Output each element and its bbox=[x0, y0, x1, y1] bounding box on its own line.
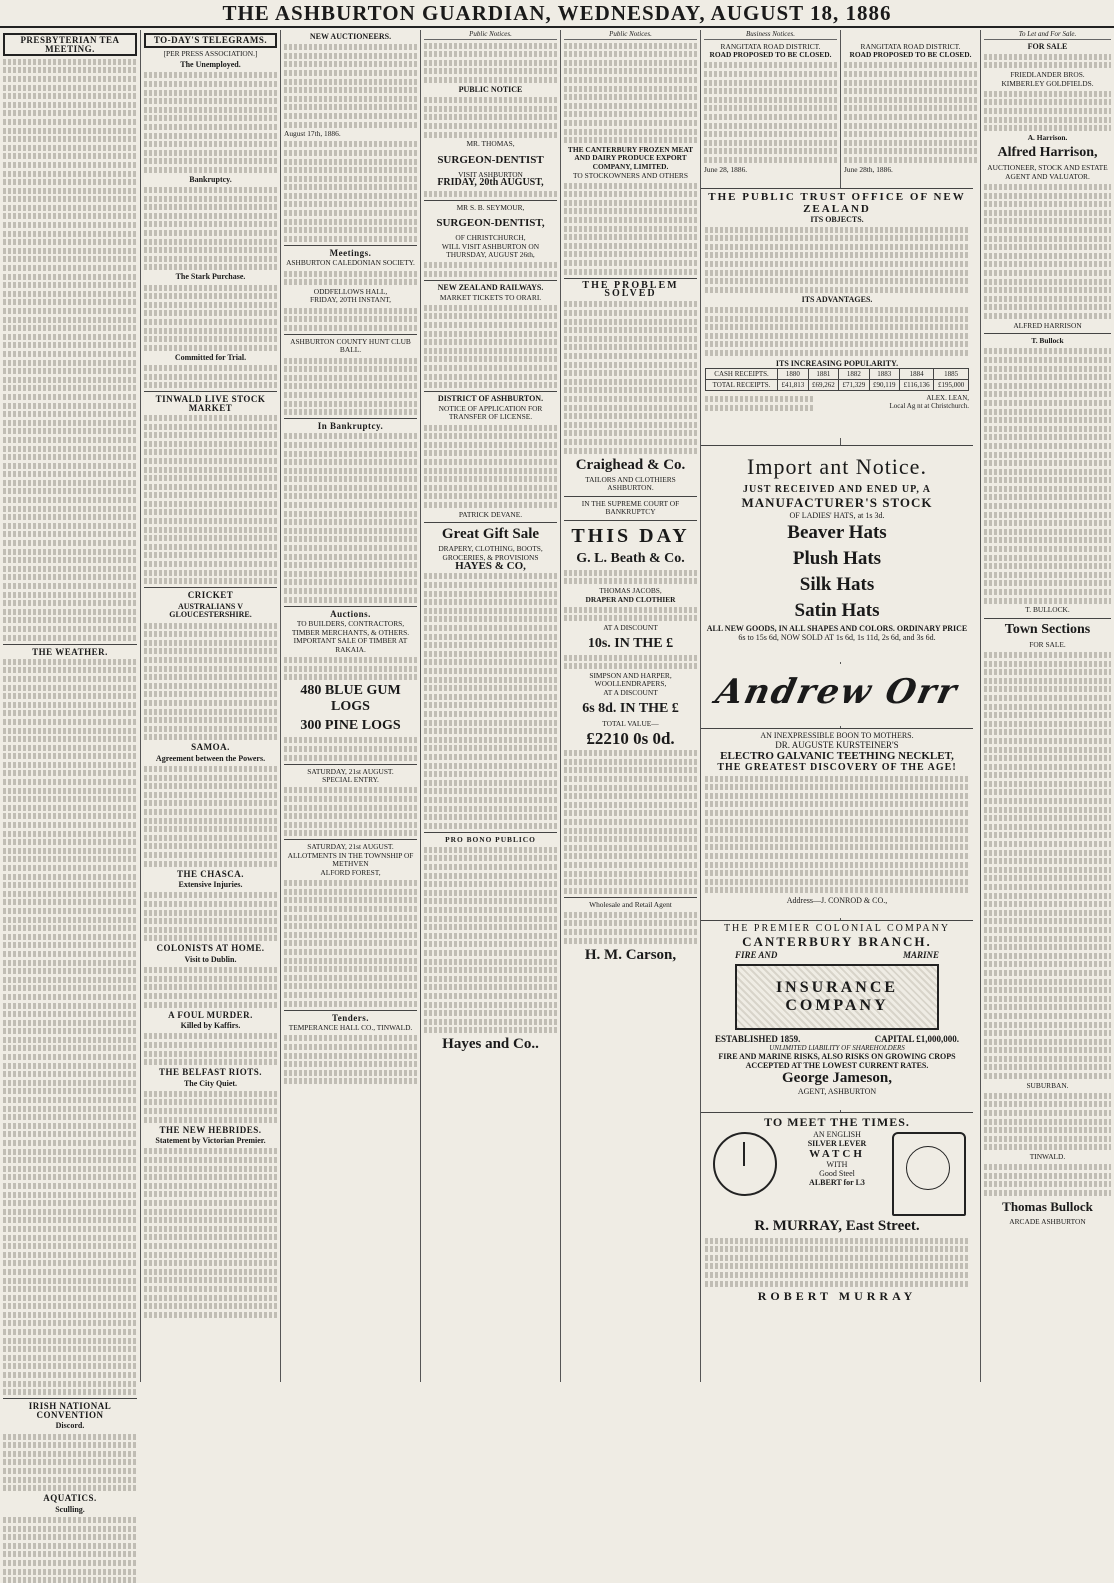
byline: [PER PRESS ASSOCIATION.] bbox=[163, 48, 258, 58]
listing-subtitle: TINWALD. bbox=[1029, 1152, 1066, 1161]
agent-signature: T. BULLOCK. bbox=[1025, 605, 1070, 615]
advert-line: FIRE AND MARINE RISKS, ALSO RISKS ON GROWING CROPS ACCEPTED AT THE LOWEST CURRENT RATES. bbox=[718, 1052, 956, 1070]
article-text bbox=[144, 1148, 277, 1317]
district-name: RANGITATA ROAD DISTRICT. bbox=[860, 41, 961, 51]
clock-icon bbox=[892, 1132, 966, 1216]
firm-name: Craighead & Co. bbox=[575, 456, 686, 473]
notice-heading: PRO BONO PUBLICO bbox=[445, 834, 536, 844]
notice-subheading: TO STOCKOWNERS AND OTHERS bbox=[573, 170, 688, 180]
notice-text bbox=[984, 348, 1111, 603]
notice-text bbox=[424, 262, 557, 277]
advert-line: UNLIMITED LIABILITY OF SHAREHOLDERS bbox=[769, 1044, 905, 1052]
notice-line: MANUFACTURER'S STOCK bbox=[741, 495, 933, 510]
advert-line: AN ENGLISH bbox=[813, 1130, 861, 1139]
advert-address: Address—J. CONROD & CO., bbox=[786, 895, 888, 905]
notice-text bbox=[424, 847, 557, 1033]
hat-item: Beaver Hats bbox=[787, 522, 887, 543]
article-text bbox=[144, 766, 277, 867]
firm-name: Hayes and Co.. bbox=[442, 1036, 539, 1053]
headline: THE WEATHER. bbox=[32, 646, 108, 657]
subheading: Visit to Dublin. bbox=[184, 954, 237, 964]
auctioneer-title: AUCTIONEER, STOCK AND ESTATE AGENT AND VALUATOR. bbox=[987, 163, 1108, 181]
table-header: 1885 bbox=[934, 368, 969, 379]
logo-left: FIRE AND bbox=[735, 950, 778, 960]
notice-text bbox=[284, 1035, 417, 1084]
agent-name: H. M. Carson, bbox=[584, 946, 677, 963]
notice-text bbox=[984, 54, 1111, 69]
section-title: Town Sections bbox=[1004, 621, 1091, 637]
notice-heading: ROAD PROPOSED TO BE CLOSED. bbox=[709, 50, 832, 60]
table-cell: £69,262 bbox=[808, 379, 839, 390]
section-heading: Auctions. bbox=[330, 608, 371, 619]
article-text bbox=[3, 1434, 137, 1492]
agent-role: Wholesale and Retail Agent bbox=[589, 899, 672, 909]
dentist-origin: OF CHRISTCHURCH, bbox=[455, 233, 526, 243]
watch-icon bbox=[713, 1132, 777, 1196]
dentist-date: WILL VISIT ASHBURTON ON THURSDAY, AUGUST 26th, bbox=[441, 241, 540, 260]
notice-text bbox=[284, 271, 417, 286]
table-header: CASH RECEIPTS. bbox=[706, 368, 778, 379]
article-text bbox=[3, 1517, 137, 1583]
notice-text bbox=[284, 141, 417, 242]
discount-value: 6s 8d. IN THE £ bbox=[582, 700, 679, 716]
article-text bbox=[144, 892, 277, 941]
insurance-advert bbox=[701, 920, 973, 1110]
column-heading: Business Notices. bbox=[704, 30, 837, 40]
advert-text bbox=[705, 776, 969, 894]
table-cell: TOTAL RECEIPTS. bbox=[706, 379, 778, 390]
table-header: 1884 bbox=[899, 368, 933, 379]
notice-text bbox=[984, 91, 1111, 131]
notice-text bbox=[564, 301, 697, 453]
this-day-banner: THIS DAY bbox=[571, 524, 690, 547]
headline: TO-DAY'S TELEGRAMS. bbox=[144, 33, 277, 48]
auction-lot: 480 BLUE GUM LOGS bbox=[300, 683, 401, 715]
murray-advert bbox=[701, 1112, 973, 1384]
column-heading: Public Notices. bbox=[424, 30, 557, 40]
table-header: 1880 bbox=[778, 368, 809, 379]
table-cell: £90,119 bbox=[869, 379, 899, 390]
agent-address: ARCADE ASHBURTON bbox=[1009, 1216, 1086, 1226]
headline: IRISH NATIONAL CONVENTION bbox=[28, 1401, 112, 1420]
firm-town: ASHBURTON. bbox=[607, 483, 654, 493]
discount-label: AT A DISCOUNT bbox=[603, 688, 658, 697]
signature-block bbox=[701, 664, 973, 726]
headline: CRICKET bbox=[187, 590, 234, 601]
notice-heading: NEW ZEALAND RAILWAYS. bbox=[437, 283, 544, 293]
capital: CAPITAL £1,000,000. bbox=[874, 1034, 959, 1044]
notice-text bbox=[564, 183, 697, 275]
subheading: Killed by Kaffirs. bbox=[180, 1021, 241, 1031]
discount-label: AT A DISCOUNT bbox=[603, 623, 658, 633]
notice-date: August 17th, 1886. bbox=[284, 129, 341, 139]
advert-title: CANTERBURY BRANCH. bbox=[742, 934, 932, 949]
article-text bbox=[144, 285, 277, 351]
hat-item: Plush Hats bbox=[792, 548, 882, 569]
subheading: The Unemployed. bbox=[180, 60, 241, 70]
auction-subtitle: SPECIAL ENTRY. bbox=[322, 775, 379, 785]
court-heading: IN THE SUPREME COURT OF bbox=[581, 498, 680, 508]
notice-text bbox=[284, 657, 417, 680]
headline: AQUATICS. bbox=[43, 1493, 97, 1504]
important-notice bbox=[701, 445, 973, 662]
column-8 bbox=[980, 30, 1114, 1382]
notice-text bbox=[424, 573, 557, 828]
merchant-signature: ROBERT MURRAY bbox=[757, 1289, 917, 1304]
dentist-visit: VISIT ASHBURTON bbox=[458, 169, 523, 179]
section-heading: Meetings. bbox=[329, 247, 372, 258]
receipts-table bbox=[705, 368, 969, 391]
subheading: AUSTRALIANS V GLOUCESTERSHIRE. bbox=[169, 601, 252, 620]
total-value: £2210 0s 0d. bbox=[586, 729, 675, 749]
article-text bbox=[144, 415, 277, 584]
advert-line: ALBERT for L3 bbox=[809, 1178, 865, 1187]
column-2 bbox=[140, 30, 280, 1382]
listing-text bbox=[984, 1164, 1111, 1196]
table-header: 1883 bbox=[869, 368, 899, 379]
column-heading: To Let and For Sale. bbox=[984, 30, 1111, 40]
notice-subheading: ITS OBJECTS. bbox=[810, 215, 864, 224]
masthead: THE ASHBURTON GUARDIAN, WEDNESDAY, AUGUST 18, 1886 bbox=[0, 0, 1114, 28]
hat-item: Satin Hats bbox=[794, 600, 880, 621]
merchant-name: R. MURRAY, East Street. bbox=[754, 1218, 920, 1234]
table-header: 1881 bbox=[808, 368, 839, 379]
subheading: The City Quiet. bbox=[183, 1078, 238, 1088]
listing-text bbox=[984, 652, 1111, 1079]
estate-trade: WOOLLENDRAPERS, bbox=[594, 679, 667, 689]
table-cell: £71,329 bbox=[839, 379, 870, 390]
article-text bbox=[144, 623, 277, 741]
notice-heading: THE PUBLIC TRUST OFFICE OF NEW ZEALAND bbox=[708, 191, 966, 215]
notice-subheading: MARKET TICKETS TO ORARI. bbox=[439, 292, 542, 302]
agent-title: Local Ag nt at Christchurch. bbox=[889, 401, 969, 410]
notice-heading: THE PROBLEM SOLVED bbox=[582, 279, 679, 300]
headline: THE CHASCA. bbox=[176, 868, 244, 879]
notice-text bbox=[424, 305, 557, 388]
hat-item: Silk Hats bbox=[799, 574, 875, 595]
meeting-date: FRIDAY, 20TH INSTANT, bbox=[310, 295, 391, 305]
notice-date: June 28, 1886. bbox=[704, 164, 748, 174]
subheading: The Stark Purchase. bbox=[175, 272, 246, 282]
dentist-title: SURGEON-DENTIST, bbox=[436, 217, 545, 230]
notice-heading: NEW AUCTIONEERS. bbox=[309, 32, 392, 41]
notice-text bbox=[844, 62, 977, 163]
firm-name: FRIEDLANDER BROS. bbox=[1010, 69, 1085, 79]
sale-title: Great Gift Sale bbox=[441, 526, 540, 543]
notice-text bbox=[564, 607, 697, 622]
insurance-logo bbox=[735, 964, 939, 1030]
notice-subheading: ITS ADVANTAGES. bbox=[801, 295, 873, 305]
notice-text bbox=[284, 44, 417, 127]
advert-title: TO MEET THE TIMES. bbox=[764, 1115, 910, 1129]
sale-firm: HAYES & CO, bbox=[455, 560, 526, 573]
article-text bbox=[144, 1033, 277, 1065]
notice-text bbox=[284, 358, 417, 416]
advert-line: THE GREATEST DISCOVERY OF THE AGE! bbox=[717, 762, 957, 773]
subheading: Discord. bbox=[55, 1421, 85, 1431]
notice-text bbox=[284, 880, 417, 1006]
estate-name: THOMAS JACOBS, bbox=[599, 586, 662, 596]
meeting-title: ASHBURTON COUNTY HUNT CLUB BALL. bbox=[290, 336, 411, 355]
section-heading: Tenders. bbox=[332, 1012, 369, 1023]
dentist-title: SURGEON-DENTIST bbox=[437, 153, 544, 166]
advert-line: AN INEXPRESSIBLE BOON TO MOTHERS. bbox=[760, 731, 914, 740]
auction-date: SATURDAY, 21st AUGUST. bbox=[307, 842, 394, 852]
section-heading: In Bankruptcy. bbox=[317, 421, 384, 432]
notice-text bbox=[284, 308, 417, 331]
dentist-name: MR S. B. SEYMOUR, bbox=[456, 202, 525, 212]
notice-text bbox=[424, 425, 557, 508]
firm-name: T. Bullock bbox=[1031, 336, 1064, 346]
notice-text bbox=[704, 62, 837, 163]
notice-text bbox=[424, 43, 557, 83]
advert-line: DR. AUGUSTE KURSTEINER'S bbox=[775, 740, 899, 750]
notice-text bbox=[284, 433, 417, 602]
sale-subtitle: DRAPERY, CLOTHING, BOOTS, GROCERIES, & PROVISIONS bbox=[438, 544, 543, 562]
auctioneer-signature: ALFRED HARRISON bbox=[1013, 320, 1082, 330]
firm-name: G. L. Beath & Co. bbox=[576, 550, 685, 566]
agent-name: George Jameson, bbox=[782, 1070, 892, 1086]
subheading: Bankruptcy. bbox=[189, 174, 232, 184]
notice-heading: DISTRICT OF ASHBURTON. bbox=[437, 394, 544, 404]
notice-text bbox=[705, 227, 969, 293]
column-3 bbox=[280, 30, 420, 1382]
notice-footer: ALL NEW GOODS, IN ALL SHAPES AND COLORS. ORDINARY PRICE bbox=[706, 624, 968, 633]
advert-line: THE PREMIER COLONIAL COMPANY bbox=[723, 923, 951, 934]
article-text bbox=[144, 187, 277, 270]
advert-line: WITH bbox=[826, 1160, 848, 1169]
headline: COLONISTS AT HOME. bbox=[156, 943, 265, 954]
auction-date: SATURDAY, 21st AUGUST. bbox=[307, 766, 394, 776]
column-5 bbox=[560, 30, 700, 1382]
notice-text bbox=[284, 737, 417, 760]
table-cell: £116,136 bbox=[899, 379, 933, 390]
auctioneer-name: Alfred Harrison, bbox=[997, 145, 1098, 161]
listing-subtitle: SUBURBAN. bbox=[1026, 1080, 1069, 1090]
auction-lot: 300 PINE LOGS bbox=[300, 718, 401, 734]
notice-line: JUST RECEIVED AND ENED UP, A bbox=[742, 484, 932, 495]
subheading: Sculling. bbox=[55, 1504, 85, 1514]
estate-name: SIMPSON AND HARPER, bbox=[589, 670, 672, 680]
auction-title: ALLOTMENTS IN THE TOWNSHIP OF METHVEN bbox=[287, 850, 414, 869]
advert-line: SILVER LEVER bbox=[807, 1139, 867, 1148]
agent-address: AGENT, ASHBURTON bbox=[797, 1087, 877, 1096]
notice-subheading: KIMBERLEY GOLDFIELDS. bbox=[1001, 78, 1094, 88]
meeting-venue: ODDFELLOWS HALL, bbox=[313, 286, 388, 296]
advert-title: ELECTRO GALVANIC TEETHING NECKLET, bbox=[720, 750, 954, 762]
headline: SAMOA. bbox=[191, 742, 230, 753]
article-text bbox=[144, 967, 277, 1007]
agent-name: Thomas Bullock bbox=[1002, 1198, 1093, 1214]
notice-heading: ROAD PROPOSED TO BE CLOSED. bbox=[849, 50, 972, 60]
subheading: Committed for Trial. bbox=[174, 352, 247, 362]
court-subheading: BANKRUPTCY bbox=[605, 507, 656, 517]
notice-signature: PATRICK DEVANE. bbox=[458, 509, 523, 519]
public-trust-notice bbox=[701, 188, 973, 438]
notice-subheading: NOTICE OF APPLICATION FOR TRANSFER OF LICENSE. bbox=[438, 403, 543, 422]
notice-text bbox=[424, 191, 557, 197]
necklet-advert bbox=[701, 728, 973, 918]
headline: A FOUL MURDER. bbox=[168, 1009, 253, 1020]
firm-trade: TAILORS AND CLOTHIERS bbox=[585, 474, 676, 484]
notice-text bbox=[284, 787, 417, 836]
notice-heading: FOR SALE bbox=[1027, 41, 1068, 51]
notice-date: June 28th, 1886. bbox=[844, 164, 893, 174]
dentist-name: MR. THOMAS, bbox=[466, 139, 515, 149]
firm-name: A. Harrison. bbox=[1027, 132, 1068, 142]
headline: PRESBYTERIAN TEA MEETING. bbox=[3, 33, 137, 56]
signature: Andrew Orr bbox=[712, 672, 962, 712]
notice-footer: 6s to 15s 6d, NOW SOLD AT 1s 6d, 1s 11d, 2s 6d, and 3s 6d. bbox=[738, 633, 936, 642]
table-header: 1882 bbox=[839, 368, 870, 379]
article-text bbox=[3, 659, 137, 1395]
auction-subtitle: IMPORTANT SALE OF TIMBER AT RAKAIA. bbox=[293, 636, 408, 654]
subheading: Statement by Victorian Premier. bbox=[155, 1136, 266, 1146]
discount-value: 10s. IN THE £ bbox=[587, 635, 674, 651]
notice-text bbox=[564, 912, 697, 944]
advert-line: Good Steel bbox=[819, 1169, 855, 1178]
listing-text bbox=[984, 1093, 1111, 1151]
article-text bbox=[3, 59, 137, 641]
article-text bbox=[144, 365, 277, 388]
auction-title: TO BUILDERS, CONTRACTORS, TIMBER MERCHANTS, & OTHERS. bbox=[291, 619, 410, 637]
notice-text bbox=[564, 43, 697, 144]
logo-right: MARINE bbox=[902, 950, 939, 960]
notice-heading: PUBLIC NOTICE bbox=[458, 84, 523, 94]
total-label: TOTAL VALUE— bbox=[602, 718, 659, 728]
headline: THE NEW HEBRIDES. bbox=[159, 1124, 262, 1135]
meeting-title: ASHBURTON CALEDONIAN SOCIETY. bbox=[286, 258, 415, 268]
tender-title: TEMPERANCE HALL CO., TINWALD. bbox=[288, 1023, 413, 1033]
notice-text bbox=[705, 307, 969, 356]
table-cell: £41,813 bbox=[778, 379, 809, 390]
headline: THE BELFAST RIOTS. bbox=[159, 1067, 262, 1078]
section-subtitle: FOR SALE. bbox=[1029, 639, 1066, 649]
table-cell: £195,000 bbox=[934, 379, 969, 390]
estate-trade: DRAPER AND CLOTHIER bbox=[585, 594, 676, 604]
column-heading: Public Notices. bbox=[564, 30, 697, 40]
column-1 bbox=[0, 30, 140, 1514]
headline: TINWALD LIVE STOCK MARKET bbox=[155, 394, 266, 413]
subheading: Extensive Injuries. bbox=[178, 880, 243, 890]
agent-name: ALEX. LEAN, bbox=[926, 393, 969, 402]
advert-text bbox=[705, 1238, 969, 1287]
dentist-date: FRIDAY, 20th AUGUST, bbox=[437, 177, 544, 189]
established: ESTABLISHED 1859. bbox=[715, 1034, 801, 1044]
notice-text bbox=[984, 184, 1111, 319]
notice-line: OF LADIES' HATS, at 1s 3d. bbox=[789, 511, 885, 520]
notice-heading: THE CANTERBURY FROZEN MEAT AND DAIRY PRODUCE EXPORT COMPANY, LIMITED. bbox=[567, 144, 694, 171]
notice-title: Import ant Notice. bbox=[747, 454, 927, 479]
article-text bbox=[144, 72, 277, 173]
advert-line: WATCH bbox=[809, 1148, 865, 1160]
column-4 bbox=[420, 30, 560, 1382]
logo-text: INSURANCE COMPANY bbox=[775, 979, 899, 1014]
notice-text bbox=[424, 97, 557, 137]
subheading: Agreement between the Powers. bbox=[155, 753, 266, 763]
auction-subtitle: ALFORD FOREST, bbox=[320, 868, 381, 878]
district-name: RANGITATA ROAD DISTRICT. bbox=[720, 41, 821, 51]
notice-text bbox=[564, 570, 697, 585]
article-text bbox=[144, 1091, 277, 1123]
notice-text bbox=[564, 750, 697, 894]
notice-subheading: ITS INCREASING POPULARITY. bbox=[775, 358, 899, 368]
notice-text bbox=[564, 655, 697, 670]
